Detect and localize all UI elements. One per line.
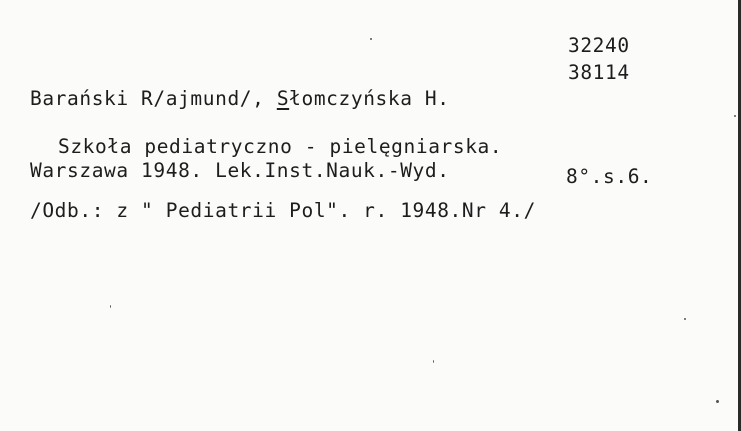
imprint-line: Warszawa 1948. Lek.Inst.Nauk.-Wyd. xyxy=(30,159,450,182)
author-line xyxy=(30,88,450,110)
note-line: /Odb.: z " Pediatrii Pol". r. 1948.Nr 4./ xyxy=(30,199,536,222)
title-line: Szkoła pediatryczno - pielęgniarska. xyxy=(58,135,503,158)
catalog-number-1: 32240 xyxy=(568,34,630,57)
speck xyxy=(684,318,686,320)
speck xyxy=(734,115,736,117)
speck xyxy=(110,305,111,308)
speck xyxy=(370,38,372,40)
coauthor-rest: łomczyńska H. xyxy=(289,87,450,110)
speck xyxy=(716,400,719,403)
coauthor-initial: S xyxy=(276,87,290,110)
speck xyxy=(433,360,434,363)
format-line: 8°.s.6. xyxy=(566,165,653,188)
author-main: Barański R/ajmund/, xyxy=(30,87,277,110)
catalog-number-2: 38114 xyxy=(568,61,630,84)
